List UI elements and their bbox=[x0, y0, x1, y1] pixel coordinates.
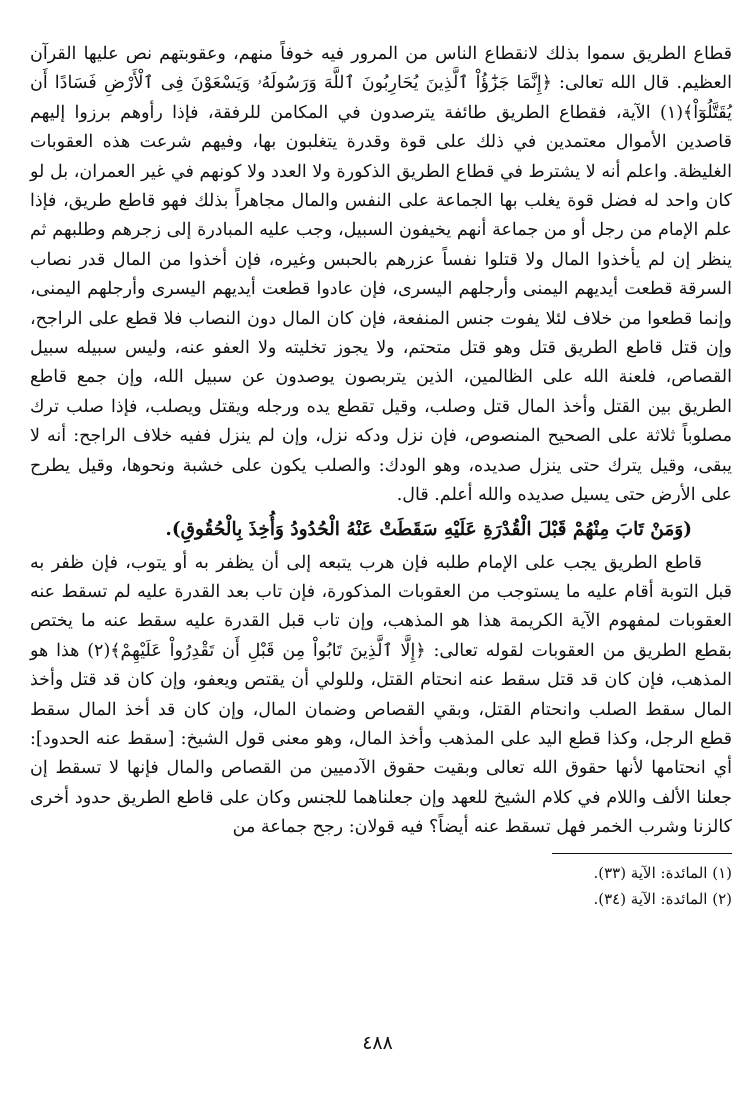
body-paragraph-1: قطاع الطريق سموا بذلك لانقطاع الناس من المرور فيه خوفاً منهم، وعقوبتهم نص عليها القرآن العظيم. قال الله تعالى: ﴿إِنَّمَا جَزَٰٓؤُاْ ٱلَّذِينَ يُحَارِبُونَ ٱللَّهَ وَرَسُولَهُۥ وَيَسْعَوْنَ فِى ٱلْأَرْضِ فَسَادًا أَن يُقَتَّلُوٓاْ﴾(١) الآية، فقطاع الطريق طائفة يترصدون في المكامن للرفقة، فإذا رأوهم برزوا إليهم قاصدين الأموال معتمدين في ذلك على قوة وقدرة يتغلبون بها، وفيهم شرعت هذه العقوبات الغليظة. واعلم أنه لا يشترط في قطاع الطريق الذكورة ولا العدد ولا كونهم في غير العمران، بل لو كان واحد له فضل قوة يغلب بها الجماعة على النفس والمال مجاهراً بذلك فهو قاطع طريق، فإذا علم الإمام من رجل أو من جماعة أنهم يخيفون السبيل، وجب عليه المبادرة إلى زجرهم وطلبهم ثم ينظر إن لم يأخذوا المال ولا قتلوا نفساً عزرهم بالحبس وغيره، فإن أخذوا من المال قدر نصاب السرقة قطعت أيديهم اليمنى وأرجلهم اليسرى، فإن عادوا قطعت أيديهم اليسرى وأرجلهم اليمنى، وإنما قطعوا من خلاف لئلا يفوت جنس المنفعة، فإن كان المال دون النصاب فلا قطع على الراجح، وإن قتل قاطع الطريق قتل وهو قتل متحتم، ولا يجوز تخليته ولا العفو عنه، وليس سبيله سبيل القصاص، فلعنة الله على الظالمين، الذين يتربصون يوصدون عن سبيل الله، وإن جمع قاطع الطريق بين القتل وأخذ المال قتل وصلب، وقيل تقطع يده ورجله ويقتل ويصلب، فإذا صلب ترك مصلوباً ثلاثة على الصحيح المنصوص، فإن نزل ودكه نزل، وإن لم ينزل ففيه خلاف الراجح: أنه لا يبقى، وقيل يترك حتى ينزل صديده، وهو الودك: والصلب يكون على خشبة ونحوها، وقيل يطرح على الأرض حتى يسيل صديده والله أعلم. قال. bbox=[30, 44, 732, 506]
matn-heading: (وَمَنْ تَابَ مِنْهُمْ قَبْلَ الْقُدْرَةِ عَلَيْهِ سَقَطَتْ عَنْهُ الْحُدُودُ وَأُخِذَ بِالْحُقُوقِ). bbox=[165, 518, 692, 540]
footnotes bbox=[30, 860, 732, 912]
footnote-1: (١) المائدة: الآية (٣٣). bbox=[593, 863, 732, 882]
page-number: ٤٨٨ bbox=[362, 1032, 393, 1054]
footnote-2: (٢) المائدة: الآية (٣٤). bbox=[593, 889, 732, 908]
body-paragraph-2: قاطع الطريق يجب على الإمام طلبه فإن هرب يتبعه إلى أن يظفر به أو يتوب، فإن ظفر به قبل التوبة أقام عليه ما يستوجب من العقوبات المذكورة، فإن تاب بعد القدرة عليه لم تسقط عنه العقوبات لمفهوم الآية الكريمة هذا هو المذهب، وإن تاب قبل القدرة عليه سقط عنه ما يختص بقطع الطريق من العقوبات لقوله تعالى: ﴿إِلَّا ٱلَّذِينَ تَابُواْ مِن قَبْلِ أَن تَقْدِرُواْ عَلَيْهِمْ﴾(٢) هذا هو المذهب، فإن كان قد قتل سقط عنه انحتام القتل، وللولي أن يقتص ويعفو، وإن كان قد قتل وأخذ المال سقط الصلب وانحتام القتل، وبقي القصاص وضمان المال، وإن كان قد أخذ المال سقط قطع الرجل، وكذا قطع اليد على المذهب وأخذ المال، وهو معنى قول الشيخ: [سقط عنه الحدود]: أي انحتامها لأنها حقوق الله تعالى وبقيت حقوق الآدميين من القصاص والمال فإنها لا تسقط إن جعلنا الألف واللام في كلام الشيخ للعهد وإن جعلناهما للجنس وكان على قاطع الطريق حدود أخرى كالزنا وشرب الخمر فهل تسقط عنه أيضاً؟ فيه قولان: رجح جماعة من bbox=[30, 552, 732, 838]
page bbox=[30, 40, 732, 1080]
footnote-divider bbox=[552, 853, 732, 854]
